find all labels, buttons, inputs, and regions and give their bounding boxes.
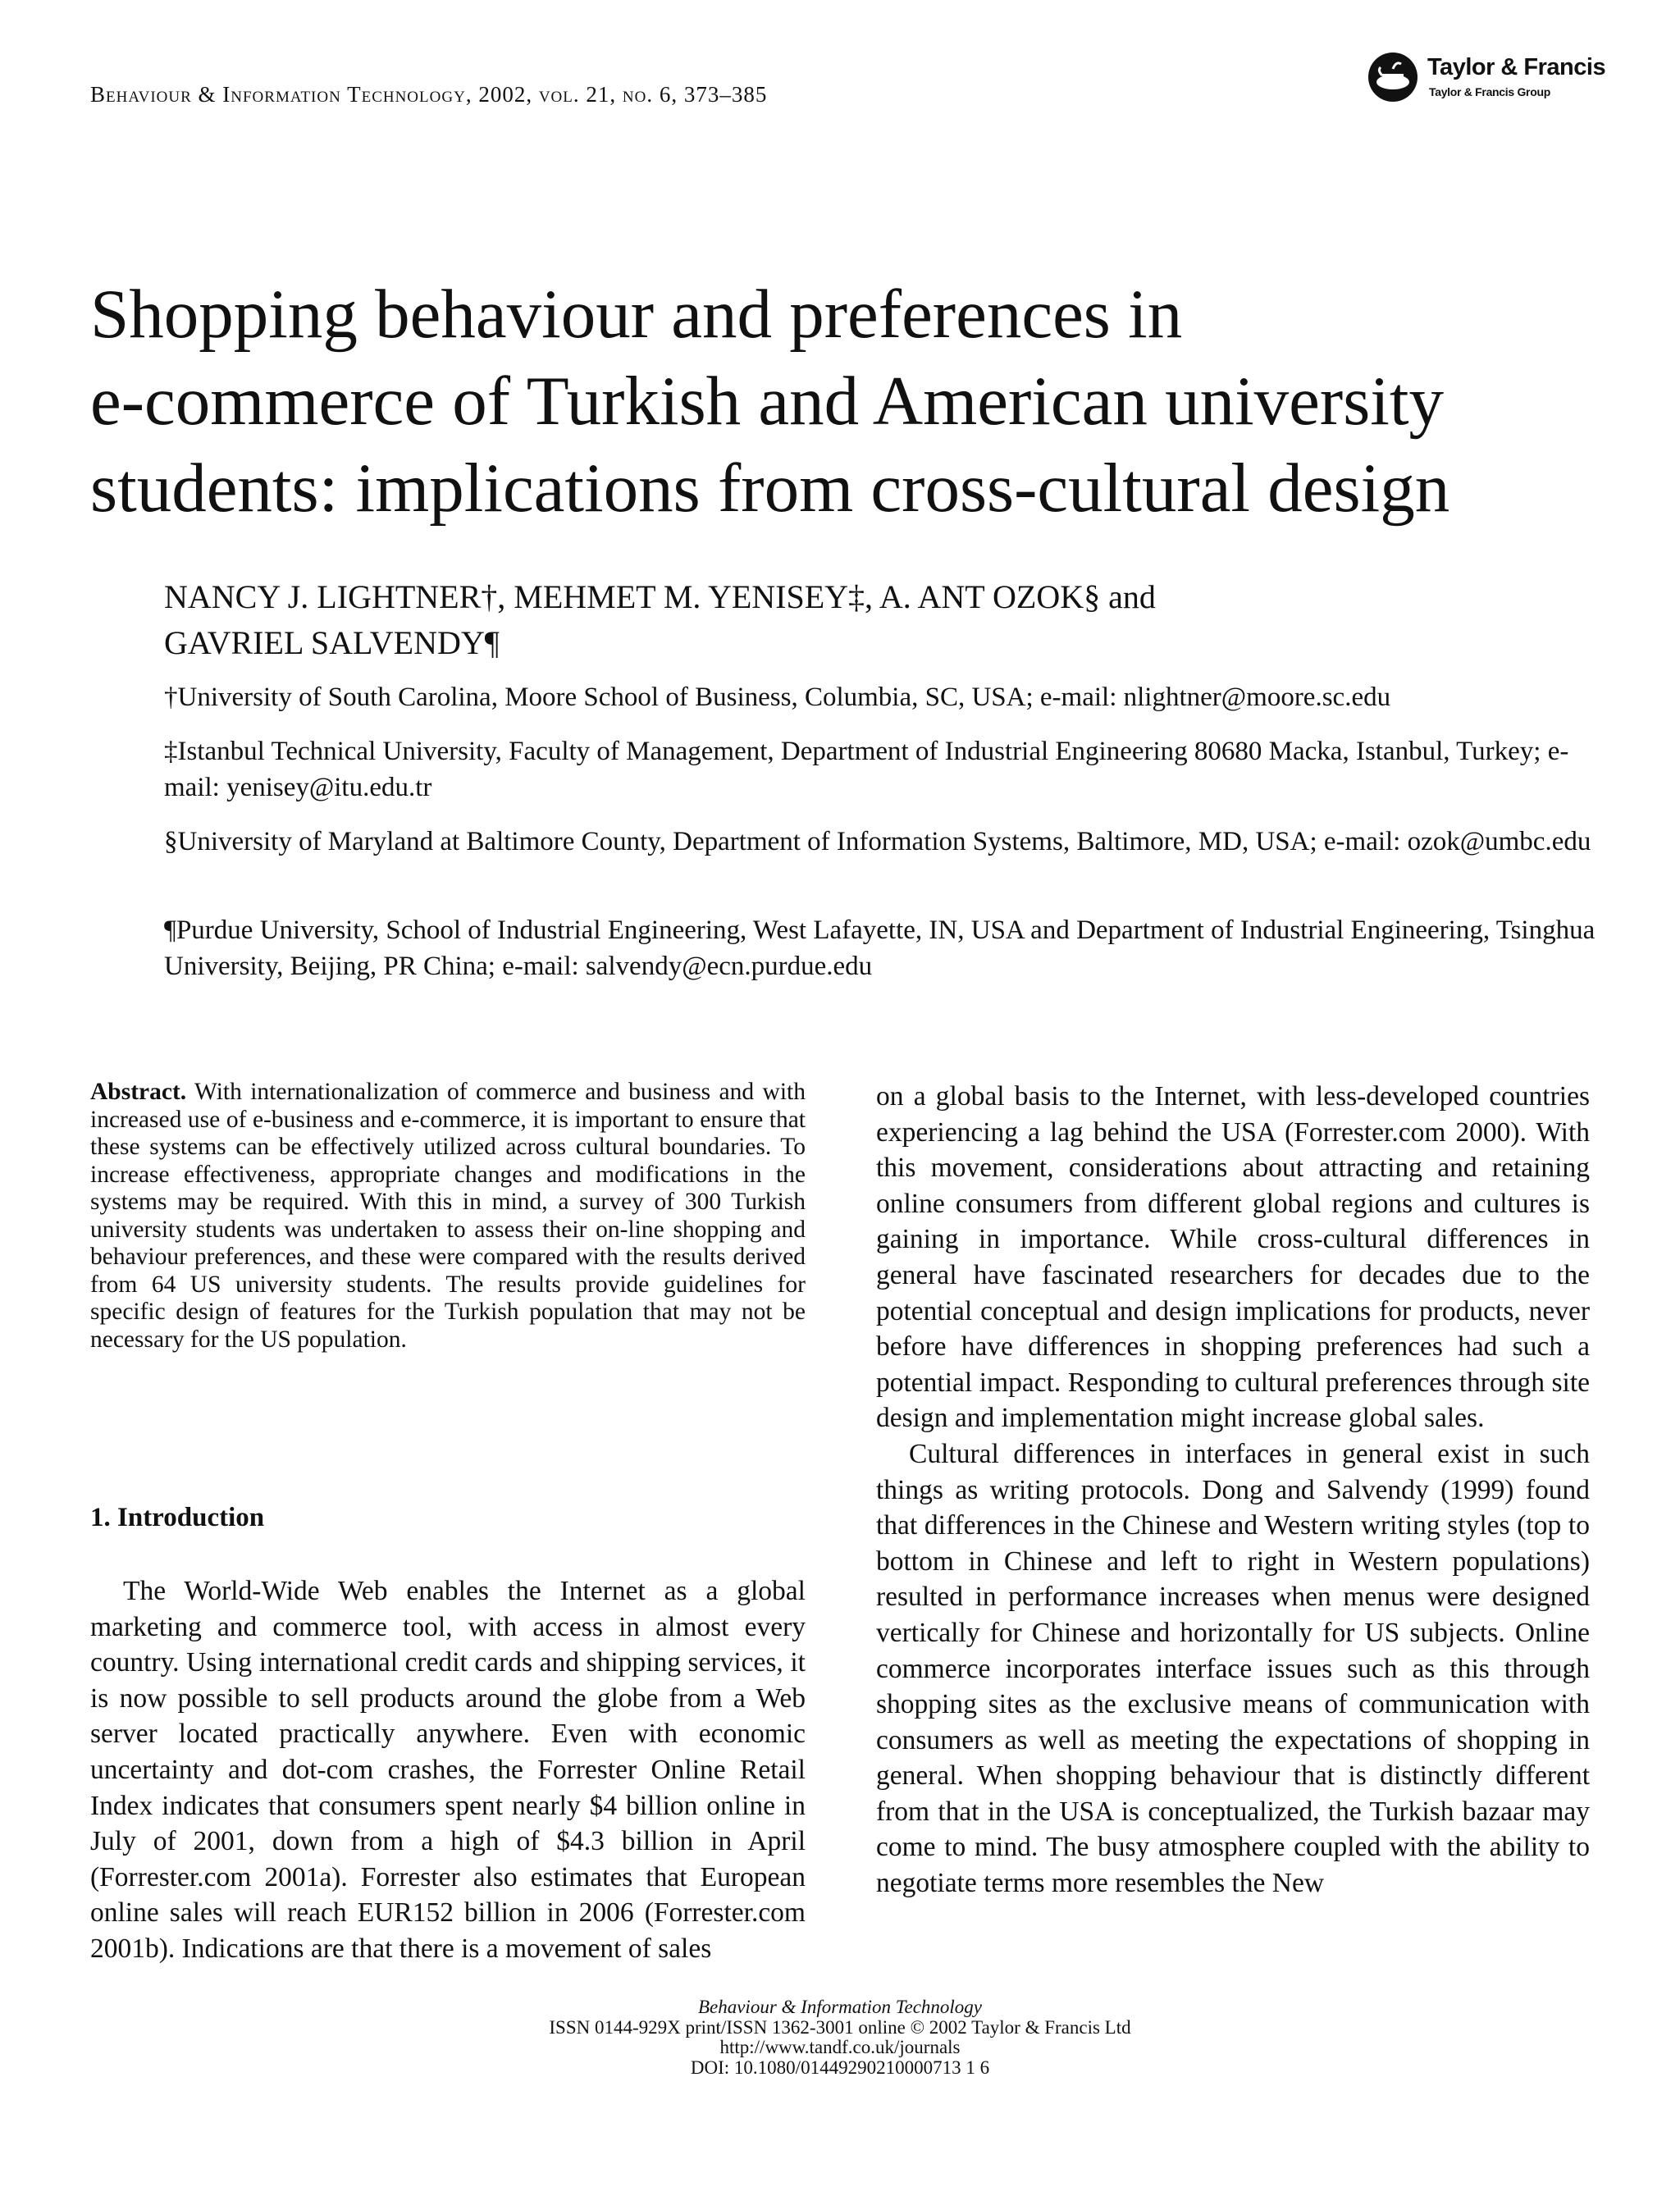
authors-line: GAVRIEL SALVENDY¶ — [164, 624, 500, 661]
issue-number: 6, — [659, 82, 678, 107]
journal-year: 2002, — [478, 82, 533, 107]
volume-label: vol. — [538, 82, 580, 107]
affiliation: ¶Purdue University, School of Industrial Engineering, West Lafayette, IN, USA and Department of Industrial Engineering, Tsinghua University, Beijing, PR China; e-mail: salvendy@ecn.purdue.edu — [164, 915, 1596, 981]
affiliation: §University of Maryland at Baltimore County, Department of Information Systems, Baltimore, MD, USA; e-mail: ozok@umbc.edu — [164, 827, 1591, 856]
right-column-body — [876, 1079, 1590, 1901]
journal-name: Behaviour & Information Technology — [90, 82, 466, 107]
title-line: students: implications from cross-cultural design — [90, 450, 1450, 527]
author-list — [164, 574, 1559, 666]
body-paragraph: Cultural differences in interfaces in general exist in such things as writing protocols. Dong and Salvendy (1999) found that differences in the Chinese and Western writing styles (top to bottom in Chinese and left to right in Western populations) resulted in performance increases when menus were designed vertically for Chinese and horizontally for US subjects. Online commerce incorporates interface issues such as this through shopping sites as the exclusive means of communication with consumers as well as meeting the expectations of shopping in general. When shopping behaviour that is distinctly different from that in the USA is conceptualized, the Turkish bazaar may come to mind. The busy atmosphere coupled with the ability to negotiate terms more resembles the New — [876, 1438, 1590, 1899]
title-line: e-commerce of Turkish and American university — [90, 363, 1445, 440]
affiliation: ‡Istanbul Technical University, Faculty of Management, Department of Industrial Engineering 80680 Macka, Istanbul, Turkey; e-mail: yenisey@itu.edu.tr — [164, 737, 1569, 802]
running-header: Behaviour & Information Technology, 2002, vol. 21, no. 6, 373–385 — [90, 82, 768, 107]
left-column-body — [90, 1573, 806, 1967]
footer-journal: Behaviour & Information Technology — [697, 1997, 983, 2017]
abstract — [90, 1079, 806, 1354]
issue-label: no. — [622, 82, 654, 107]
affiliation: †University of South Carolina, Moore School of Business, Columbia, SC, USA; e-mail: nlightner@moore.sc.edu — [164, 682, 1391, 712]
page-range: 373–385 — [683, 82, 768, 107]
body-paragraph: on a global basis to the Internet, with less-developed countries experiencing a lag behind the USA (Forrester.com 2000). With this movement, considerations about attracting and retaining online consumers from different global regions and cultures is gaining in importance. While cross-cultural differences in general have fascinated researchers for decades due to the potential conceptual and design implications for products, never before have differences in shopping preferences had such a potential impact. Responding to cultural preferences through site design and implementation might increase global sales. — [876, 1081, 1590, 1434]
volume-number: 21, — [586, 82, 617, 107]
authors-line: NANCY J. LIGHTNER†, MEHMET M. YENISEY‡, A. ANT OZOK§ and — [164, 578, 1156, 615]
footer-doi: DOI: 10.1080/01449290210000713 1 6 — [690, 2057, 990, 2078]
footer-issn: ISSN 0144-929X print/ISSN 1362-3001 online © 2002 Taylor & Francis Ltd — [549, 2016, 1131, 2038]
section-heading: 1. Introduction — [90, 1503, 265, 1532]
footer-url: http://www.tandf.co.uk/journals — [719, 2037, 961, 2057]
title-line: Shopping behaviour and preferences in — [90, 276, 1183, 353]
body-paragraph: The World-Wide Web enables the Internet as a global marketing and commerce tool, with access in almost every country. Using international credit cards and shipping services, it is now possible to sell products around the globe from a Web server located practically anywhere. Even with economic uncertainty and dot-com crashes, the Forrester Online Retail Index indicates that consumers spent nearly $4 billion online in July of 2001, down from a high of $4.3 billion in April (Forrester.com 2001a). Forrester also estimates that European online sales will reach EUR152 billion in 2006 (Forrester.com 2001b). Indications are that there is a movement of sales — [90, 1576, 806, 1964]
abstract-text: With internationalization of commerce and business and with increased use of e-business and e-commerce, it is important to ensure that these systems can be effectively utilized across cultural boundaries. To increase effectiveness, appropriate changes and modifications in the systems may be required. With this in mind, a survey of 300 Turkish university students was undertaken to assess their on-line shopping and behaviour preferences, and these were compared with the results derived from 64 US university students. The results provide guidelines for specific design of features for the Turkish population that may not be necessary for the US population. — [90, 1079, 806, 1353]
publisher-name: Taylor & Francis — [1427, 54, 1606, 80]
page-footer — [0, 1997, 1680, 2078]
abstract-label: Abstract. — [90, 1079, 187, 1105]
publisher-group: Taylor & Francis Group — [1429, 85, 1550, 98]
paper-title — [90, 271, 1616, 532]
